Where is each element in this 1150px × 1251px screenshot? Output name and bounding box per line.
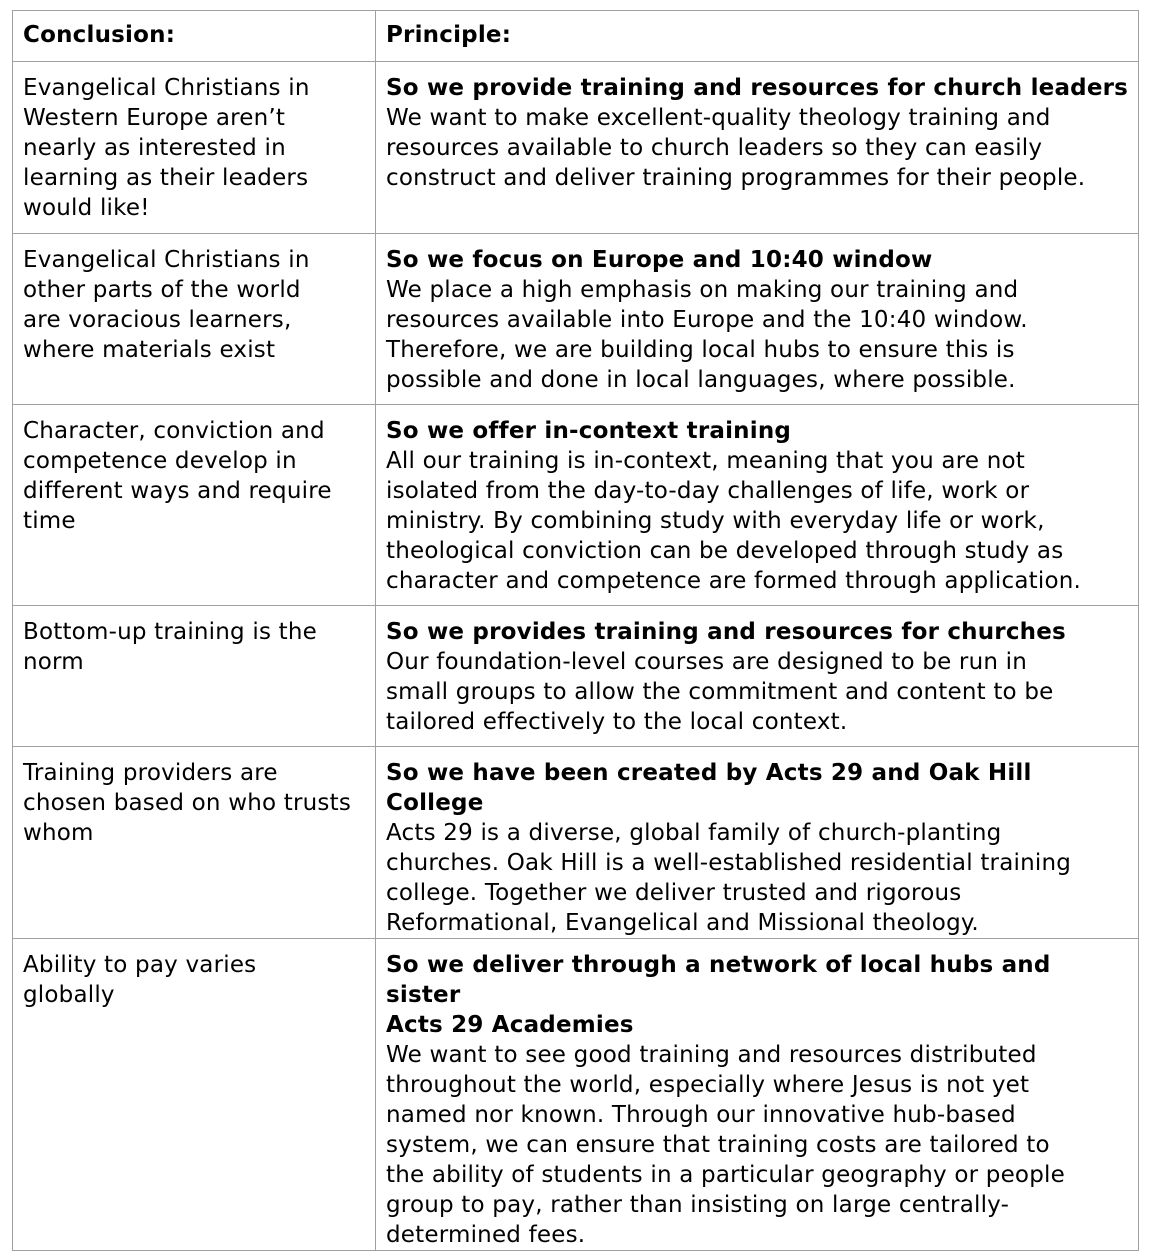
conclusion-header: Conclusion: bbox=[13, 11, 376, 62]
conclusion-cell: Evangelical Christians in other parts of the world are voracious learners, where materials exist bbox=[13, 234, 376, 405]
principle-title: So we focus on Europe and 10:40 window bbox=[386, 247, 933, 273]
table-row bbox=[13, 234, 1139, 405]
principle-title: So we provides training and resources for churches bbox=[386, 619, 1066, 645]
table-row bbox=[13, 747, 1139, 939]
principle-cell bbox=[376, 234, 1139, 405]
table-row bbox=[13, 939, 1139, 1251]
principle-title: So we have been created by Acts 29 and Oak Hill College bbox=[386, 760, 1032, 816]
principle-cell bbox=[376, 405, 1139, 606]
conclusion-cell: Bottom-up training is the norm bbox=[13, 606, 376, 747]
principle-body: Acts 29 is a diverse, global family of church-planting churches. Oak Hill is a well-established residential training college. Together we deliver trusted and rigorous Reformational, Evangelical and Missional theology. bbox=[386, 820, 1072, 936]
principle-body: All our training is in-context, meaning that you are not isolated from the day-to-day challenges of life, work or ministry. By combining study with everyday life or work, theological conviction can be developed through study as character and competence are formed through application. bbox=[386, 448, 1082, 594]
conclusion-principle-table bbox=[12, 10, 1139, 1251]
principle-body: We want to make excellent-quality theology training and resources available to church leaders so they can easily construct and deliver training programmes for their people. bbox=[386, 105, 1086, 191]
table-row bbox=[13, 405, 1139, 606]
table-row bbox=[13, 606, 1139, 747]
principle-title: So we offer in-context training bbox=[386, 418, 792, 444]
principle-cell bbox=[376, 62, 1139, 234]
conclusion-cell: Evangelical Christians in Western Europe aren’t nearly as interested in learning as their leaders would like! bbox=[13, 62, 376, 234]
principle-cell bbox=[376, 747, 1139, 939]
header-row bbox=[13, 11, 1139, 62]
conclusion-cell: Character, conviction and competence develop in different ways and require time bbox=[13, 405, 376, 606]
conclusion-cell: Training providers are chosen based on who trusts whom bbox=[13, 747, 376, 939]
principle-title: So we provide training and resources for church leaders bbox=[386, 75, 1129, 101]
principle-body: Our foundation-level courses are designed to be run in small groups to allow the commitment and content to be tailored effectively to the local context. bbox=[386, 649, 1054, 735]
principle-body: We place a high emphasis on making our training and resources available into Europe and the 10:40 window. Therefore, we are building local hubs to ensure this is possible and done in local languages, where possible. bbox=[386, 277, 1028, 393]
table-row bbox=[13, 62, 1139, 234]
conclusion-cell: Ability to pay varies globally bbox=[13, 939, 376, 1251]
principle-title: So we deliver through a network of local hubs and sister Acts 29 Academies bbox=[386, 952, 1051, 1038]
principle-cell bbox=[376, 606, 1139, 747]
principle-cell bbox=[376, 939, 1139, 1251]
principle-header: Principle: bbox=[376, 11, 1139, 62]
principle-body: We want to see good training and resources distributed throughout the world, especially where Jesus is not yet named nor known. Through our innovative hub-based system, we can ensure that training costs are tailored to the ability of students in a particular geography or people group to pay, rather than insisting on large centrally- determined fees. bbox=[386, 1042, 1065, 1248]
